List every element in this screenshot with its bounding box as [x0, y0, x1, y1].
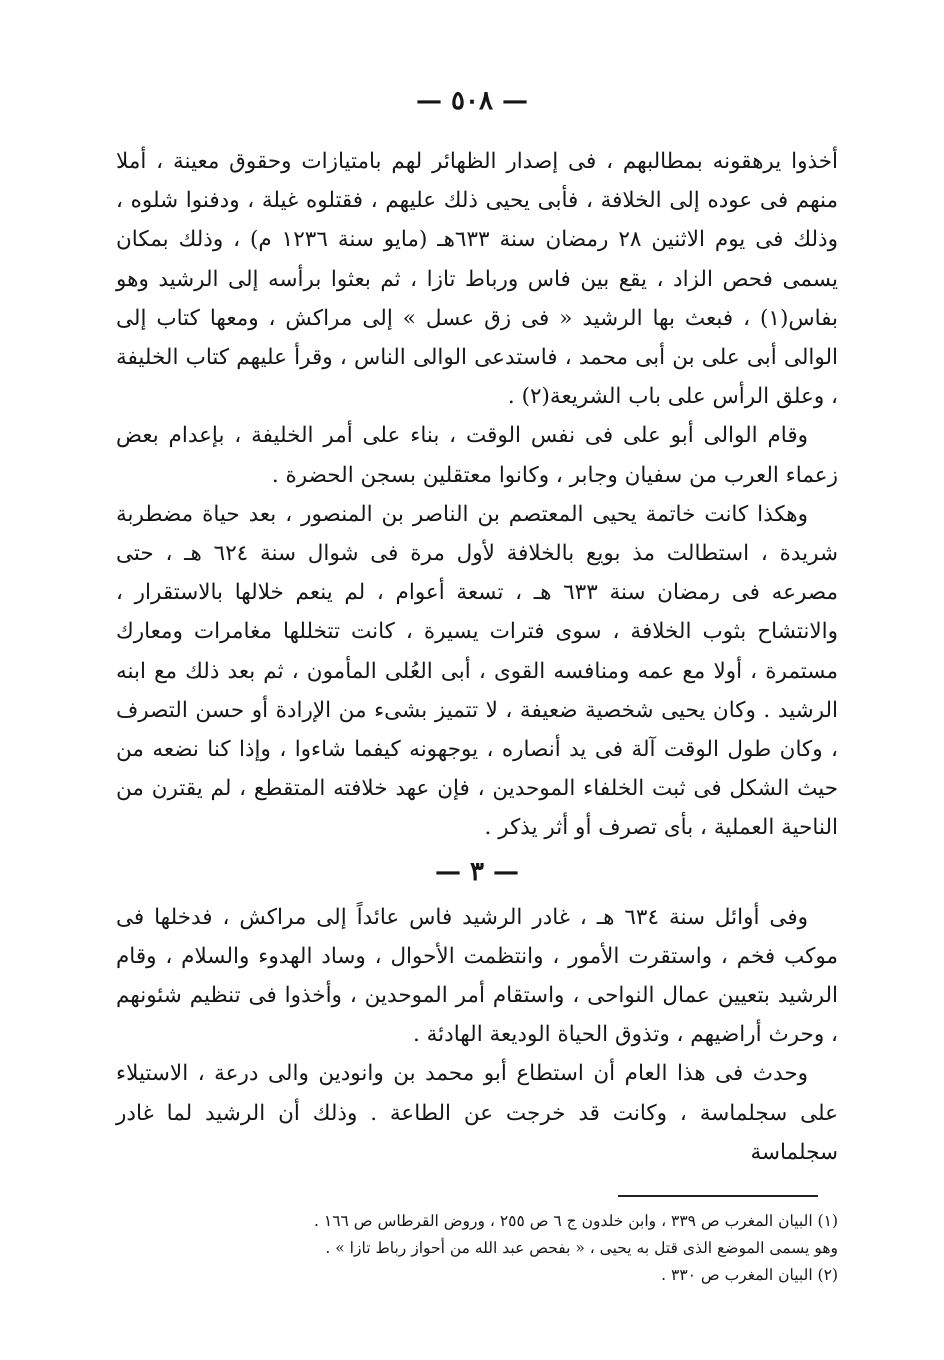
- paragraph-2: وقام الوالى أبو على فى نفس الوقت ، بناء على أمر الخليفة ، بإعدام بعض زعماء العرب من سفيان وجابر ، وكانوا معتقلين بسجن الحضرة .: [116, 423, 838, 488]
- footnote-divider: [618, 1195, 818, 1197]
- paragraph-1: أخذوا يرهقونه بمطالبهم ، فى إصدار الظهائر لهم بامتيازات وحقوق معينة ، أملا منهم فى عوده إلى الخلافة ، فأبى يحيى ذلك عليهم ، فقتلوه غيلة ، ودفنوا شلوه ، وذلك فى يوم الاثنين ٢٨ رمضان سنة ٦٣٣هـ (مايو سنة ١٢٣٦ م) ، وذلك بمكان يسمى فحص الزاد ، يقع بين فاس ورباط تازا ، ثم بعثوا برأسه إلى الرشيد وهو بفاس(١) ، فبعث بها الرشيد « فى زق عسل » إلى مراكش ، ومعها كتاب إلى الوالى أبى على بن أبى محمد ، فاستدعى الوالى الناس ، وقرأ عليهم كتاب الخليفة ، وعلق الرأس على باب الشريعة(٢) .: [116, 149, 838, 410]
- paragraph-4: وفى أوائل سنة ٦٣٤ هـ ، غادر الرشيد فاس عائداً إلى مراكش ، فدخلها فى موكب فخم ، واستقرت الأمور ، وانتظمت الأحوال ، وساد الهدوء والسلام ، وقام الرشيد بتعيين عمال النواحى ، واستقام أمر الموحدين ، وأخذوا فى تنظيم شئونهم ، وحرث أراضيهم ، وتذوق الحياة الوديعة الهادئة .: [116, 904, 838, 1048]
- footnote-2: (٢) البيان المغرب ص ٣٣٠ .: [661, 1266, 838, 1284]
- section-number: — ٣ —: [434, 856, 520, 887]
- footnote-1: (١) البيان المغرب ص ٣٣٩ ، وابن خلدون ج ٦ ص ٢٥٥ ، وروض القرطاس ص ١٦٦ .: [314, 1212, 838, 1230]
- paragraph-3: وهكذا كانت خاتمة يحيى المعتصم بن الناصر بن المنصور ، بعد حياة مضطربة شريدة ، استطالت مذ بويع بالخلافة لأول مرة فى شوال سنة ٦٢٤ هـ ، حتى مصرعه فى رمضان سنة ٦٣٣ هـ ، تسعة أعوام ، لم ينعم خلالها بالاستقرار ، والانتشاح بثوب الخلافة ، سوى فترات يسيرة ، كانت تتخللها مغامرات ومعارك مستمرة ، أولا مع عمه ومنافسه القوى ، أبى العُلى المأمون ، ثم بعد ذلك مع ابنه الرشيد . وكان يحيى شخصية ضعيفة ، لا تتميز بشىء من الإرادة أو حسن التصرف ، وكان طول الوقت آلة فى يد أنصاره ، يوجهونه كيفما شاءوا ، وإذا كنا نضعه من حيث الشكل فى ثبت الخلفاء الموحدين ، فإن عهد خلافته المتقطع ، لم يقترن من الناحية العملية ، بأى تصرف أو أثر يذكر .: [116, 501, 839, 841]
- page-number: — ٥٠٨ —: [415, 86, 529, 116]
- body-text: [116, 142, 838, 1172]
- footnote-1-continued: وهو يسمى الموضع الذى قتل به يحيى ، « بفحص عبد الله من أحواز رباط تازا » .: [325, 1239, 838, 1257]
- paragraph-5: وحدث فى هذا العام أن استطاع أبو محمد بن وانودين والى درعة ، الاستيلاء على سجلماسة ، وكانت قد خرجت عن الطاعة . وذلك أن الرشيد لما غادر سجلماسة: [116, 1061, 838, 1165]
- footnotes: [116, 1208, 838, 1289]
